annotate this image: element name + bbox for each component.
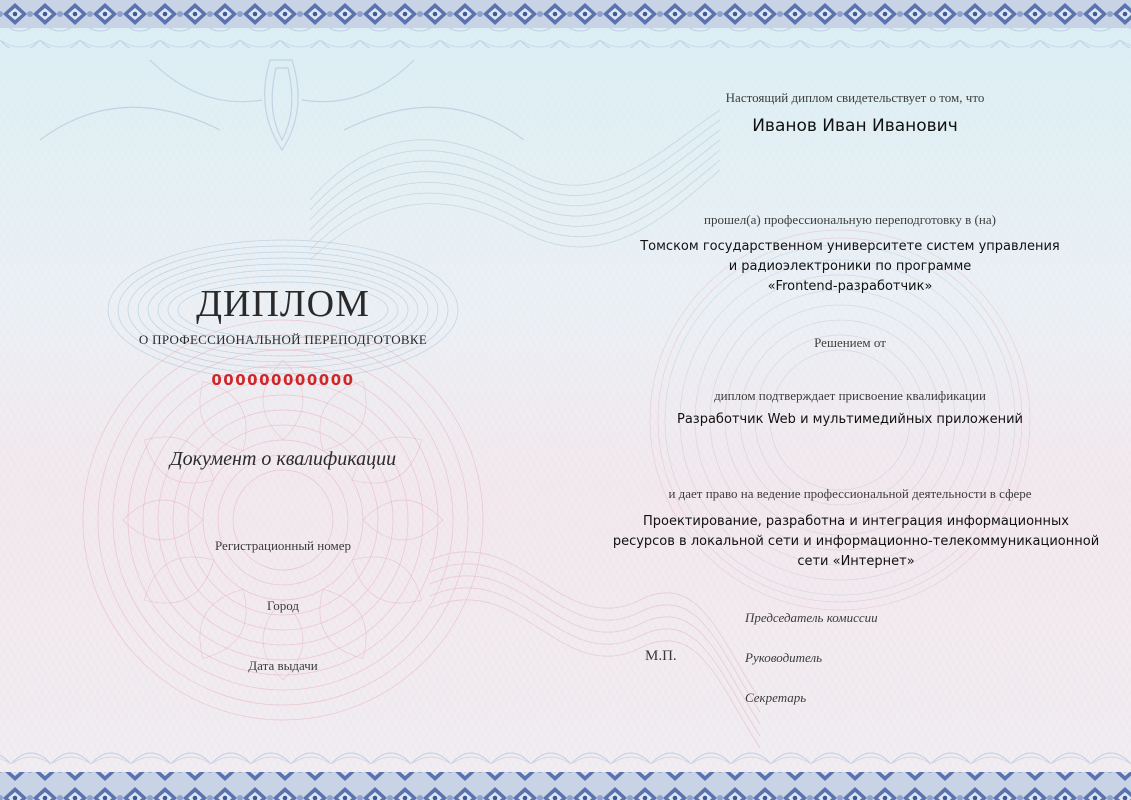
institution-line: и радиоэлектроники по программе (728, 259, 972, 274)
top-border-ornament (0, 0, 1131, 28)
bottom-border-ornament (0, 772, 1131, 800)
head-signature-label: Руководитель (745, 650, 823, 665)
diploma-title: ДИПЛОМ (196, 283, 370, 325)
chairman-signature-label: Председатель комиссии (745, 610, 878, 625)
activity-field-line: сети «Интернет» (797, 554, 915, 569)
recipient-full-name: Иванов Иван Иванович (752, 116, 958, 136)
certify-text: Настоящий диплом свидетельствует о том, что (725, 90, 985, 105)
qualification-name: Разработчик Web и мультимедийных приложений (677, 412, 1023, 427)
completed-training-text: прошел(а) профессиональную переподготовку в (на) (704, 212, 996, 227)
diploma-number: 000000000000 (211, 371, 355, 389)
institution-program (560, 237, 1131, 297)
stamp-place-label: М.П. (645, 648, 677, 664)
diploma-subtitle: О ПРОФЕССИОНАЛЬНОЙ ПЕРЕПОДГОТОВКЕ (138, 332, 428, 347)
issue-date-label: Дата выдачи (248, 658, 318, 673)
secretary-signature-label: Секретарь (745, 690, 807, 705)
document-type: Документ о квалификации (169, 448, 397, 470)
activity-field-line: Проектирование, разработна и интеграция информационных (642, 514, 1070, 529)
program-name: «Frontend-разработчик» (767, 279, 933, 294)
grants-right-text: и дает право на ведение профессиональной деятельности в сфере (668, 486, 1032, 501)
activity-field-line: ресурсов в локальной сети и информационно-телекоммуникационной (612, 534, 1100, 549)
decision-text: Решением от (814, 335, 886, 350)
activity-field (590, 512, 1122, 572)
institution-line: Томском государственном университете систем управления (640, 239, 1060, 254)
confirms-qualification-text: диплом подтверждает присвоение квалификации (714, 388, 986, 403)
registration-number-label: Регистрационный номер (215, 538, 351, 553)
city-label: Город (266, 598, 300, 613)
